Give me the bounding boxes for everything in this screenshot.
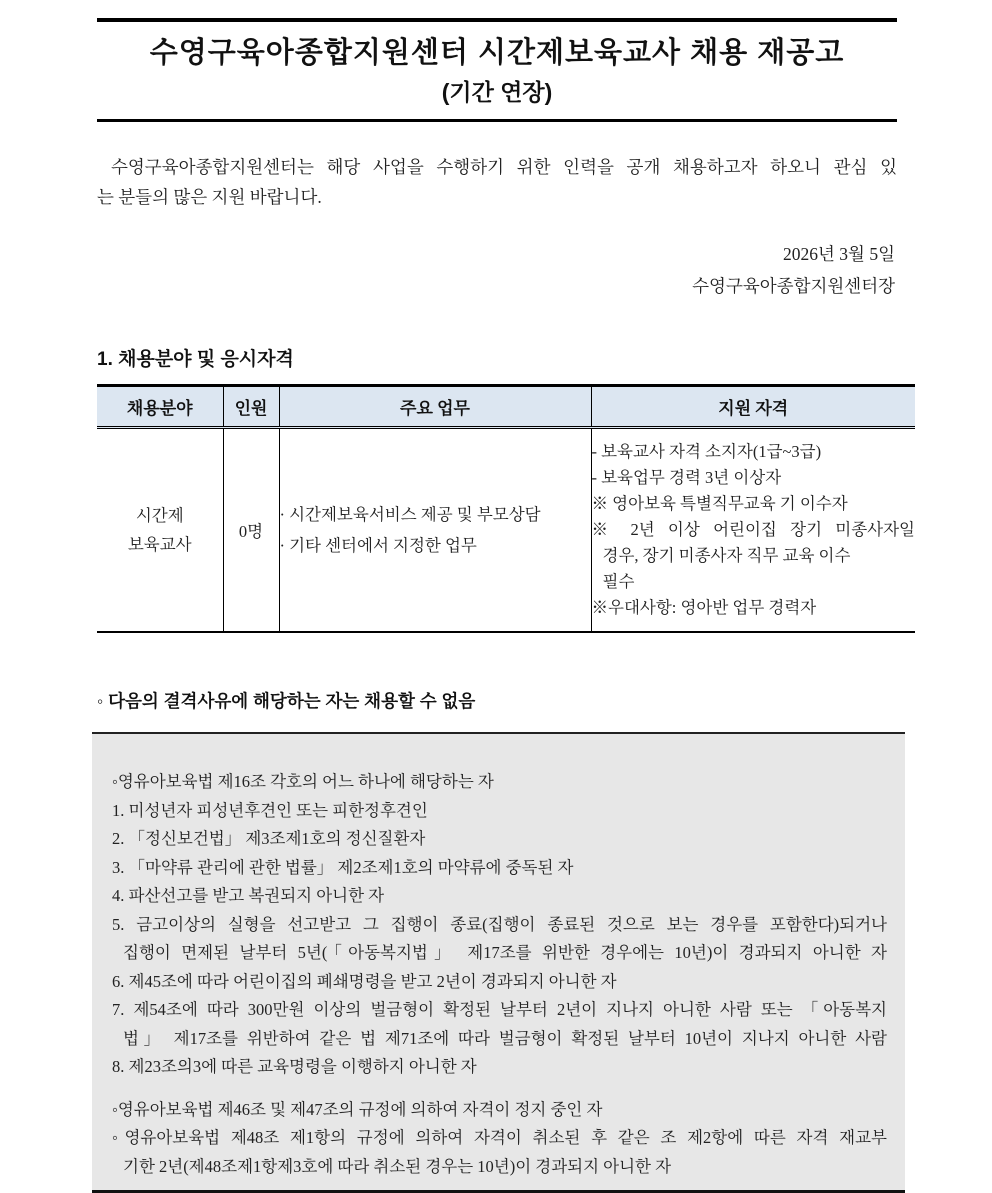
qualification-line: ※우대사항: 영아반 업무 경력자 xyxy=(591,598,817,617)
section-heading-recruitment: 1. 채용분야 및 응시자격 xyxy=(97,349,294,370)
intro-paragraph xyxy=(97,152,897,212)
intro-line-2: 는 분들의 많은 지원 바랍니다. xyxy=(97,187,322,207)
cell-qualifications xyxy=(591,428,915,633)
page-title: 수영구육아종합지원센터 시간제보육교사 채용 재공고 xyxy=(149,37,845,69)
cell-duties xyxy=(279,428,591,633)
qualification-line: ※ 2년 이상 어린이집 장기 미종사자일 xyxy=(591,520,915,539)
qualification-line: - 보육교사 자격 소지자(1급~3급) xyxy=(591,442,822,461)
disqualification-box xyxy=(92,732,905,1193)
qualification-line: 경우, 장기 미종사자 직무 교육 이수 xyxy=(602,546,851,565)
disqualification-line: 4. 파산선고를 받고 복권되지 아니한 자 xyxy=(112,886,385,905)
notice-title-block xyxy=(97,18,897,122)
position-line: 보육교사 xyxy=(127,535,192,554)
date-signature-block xyxy=(0,238,895,302)
intro-line-1: 수영구육아종합지원센터는 해당 사업을 수행하기 위한 인력을 공개 채용하고자 하오니 관심 있 xyxy=(111,157,897,177)
disqualification-line: 5. 금고이상의 실형을 선고받고 그 집행이 종료(집행이 종료된 것으로 보는 경우를 포함한다)되거나 xyxy=(112,914,887,934)
notice-date: 2026년 3월 5일 xyxy=(783,244,895,264)
disqualification-heading: ◦ 다음의 결격사유에 해당하는 자는 채용할 수 없음 xyxy=(97,691,476,711)
disqualification-line: 법」 제17조를 위반하여 같은 법 제71조에 따라 벌금형이 확정된 날부터 10년이 지나지 아니한 사람 xyxy=(123,1028,887,1048)
column-header-duties: 주요 업무 xyxy=(279,386,591,428)
qualification-line: - 보육업무 경력 3년 이상자 xyxy=(591,468,782,487)
column-header-headcount: 인원 xyxy=(223,386,279,428)
disqualification-line: 7. 제54조에 따라 300만원 이상의 벌금형이 확정된 날부터 2년이 지나지 아니한 사람 또는 「아동복지 xyxy=(112,1000,887,1019)
disqualification-line: 집행이 면제된 날부터 5년(「아동복지법」 제17조를 위반한 경우에는 10년)이 경과되지 아니한 자 xyxy=(123,943,887,962)
disqualification-line: 8. 제23조의3에 따른 교육명령을 이행하지 아니한 자 xyxy=(112,1057,477,1076)
qualification-line: ※ 영아보육 특별직무교육 기 이수자 xyxy=(591,494,848,513)
disqualification-line: ◦영유아보육법 제16조 각호의 어느 하나에 해당하는 자 xyxy=(112,772,494,791)
duty-item: · 기타 센터에서 지정한 업무 xyxy=(279,536,477,555)
qualification-line: 필수 xyxy=(602,572,635,591)
table-row xyxy=(97,428,915,633)
disqualification-line: 2. 「정신보건법」 제3조제1호의 정신질환자 xyxy=(112,829,426,848)
cell-position xyxy=(97,428,223,633)
page-subtitle: (기간 연장) xyxy=(441,79,553,105)
duty-item: · 시간제보육서비스 제공 및 부모상담 xyxy=(279,505,541,524)
disqualification-line: 기한 2년(제48조제1항제3호에 따라 취소된 경우는 10년)이 경과되지 아니한 자 xyxy=(123,1156,672,1176)
disqualification-line: 6. 제45조에 따라 어린이집의 폐쇄명령을 받고 2년이 경과되지 아니한 자 xyxy=(112,971,617,991)
blank-line xyxy=(112,1082,887,1096)
disqualification-line: ◦영유아보육법 제48조 제1항의 규정에 의하여 자격이 취소된 후 같은 조 제2항에 따른 자격 재교부 xyxy=(112,1128,887,1147)
disqualification-line: 3. 「마약류 관리에 관한 법률」 제2조제1호의 마약류에 중독된 자 xyxy=(112,857,574,877)
disqualification-line: ◦영유아보육법 제46조 및 제47조의 규정에 의하여 자격이 정지 중인 자 xyxy=(112,1099,603,1119)
position-line: 시간제 xyxy=(135,506,184,525)
column-header-position: 채용분야 xyxy=(97,386,223,428)
notice-signature: 수영구육아종합지원센터장 xyxy=(692,276,895,296)
table-header-row xyxy=(97,386,915,428)
cell-headcount: 0명 xyxy=(223,428,279,633)
disqualification-line: 1. 미성년자 피성년후견인 또는 피한정후견인 xyxy=(112,800,428,820)
column-header-qualification: 지원 자격 xyxy=(591,386,915,428)
recruitment-table xyxy=(97,384,915,633)
